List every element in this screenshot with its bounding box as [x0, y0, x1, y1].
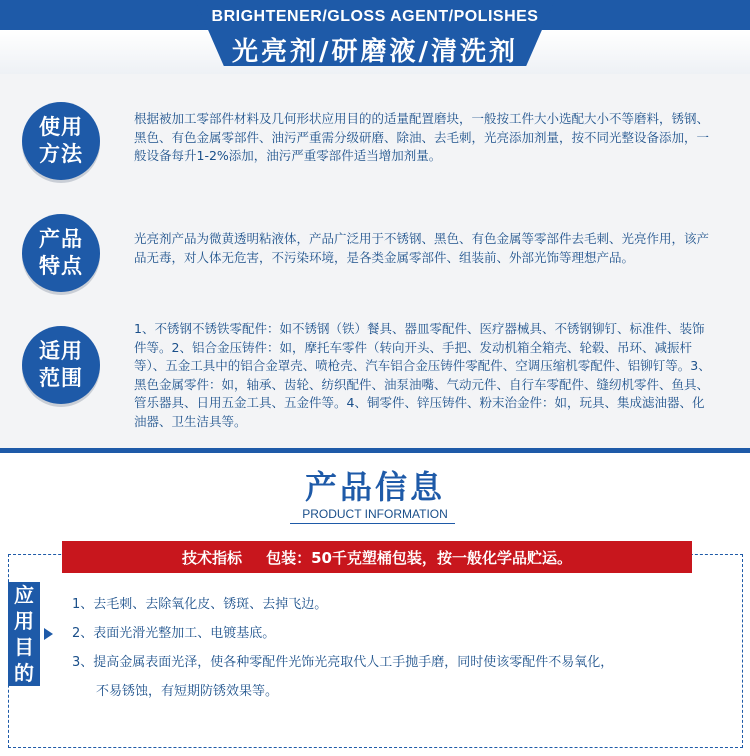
features-text: 光亮剂产品为微黄透明粘液体，产品广泛用于不锈钢、黑色、有色金属等零部件去毛刺、光亮作用，该产品无毒，对人体无危害，不污染环境，是各类金属零部件、组装前、外部光饰等理想产品。 — [134, 231, 710, 265]
purpose-tab — [8, 582, 40, 686]
list-item: 3、提高金属表面光泽，使各种零配件光饰光亮取代人工手抛手磨，同时使该零配件不易氧化， — [72, 655, 614, 670]
purpose-tab-char: 应 — [14, 583, 34, 607]
purpose-tab-char: 的 — [14, 661, 34, 685]
scope-badge — [22, 326, 100, 404]
features-badge — [22, 214, 100, 292]
usage-text: 根据被加工零部件材料及几何形状应用目的的适量配置磨块，一般按工件大小选配大小不等磨料，锈钢、黑色、有色金属零部件、油污严重需分级研磨、除油、去毛刺，光亮添加剂量，按不同光整设备添加，一般设备每升1-2%添加，油污严重零部件适当增加剂量。 — [134, 111, 710, 163]
product-info-subtitle: PRODUCT INFORMATION — [302, 507, 448, 521]
list-item: 2、表面光滑光整加工、电镀基底。 — [72, 626, 276, 641]
header-banner — [0, 0, 750, 74]
purpose-tab-char: 目 — [14, 635, 34, 659]
features-badge-line1: 产品 — [39, 227, 83, 251]
list-item: 不易锈蚀，有短期防锈效果等。 — [96, 684, 279, 699]
section-divider — [0, 448, 750, 453]
scope-badge-line2: 范围 — [39, 366, 83, 390]
list-item: 1、去毛刺、去除氧化皮、锈斑、去掉飞边。 — [72, 597, 328, 612]
arrow-right-icon — [44, 628, 53, 640]
purpose-list — [72, 595, 712, 711]
features-badge-line2: 特点 — [39, 254, 83, 278]
product-info-title: 产品信息 — [304, 468, 445, 506]
spec-bar — [62, 541, 692, 573]
product-info-underline — [290, 523, 455, 524]
banner-title-en: BRIGHTENER/GLOSS AGENT/POLISHES — [211, 8, 539, 25]
info-section — [0, 74, 750, 448]
usage-badge — [22, 102, 100, 180]
purpose-tab-char: 用 — [14, 609, 34, 633]
scope-badge-line1: 适用 — [39, 339, 83, 363]
usage-badge-line1: 使用 — [39, 115, 83, 139]
banner-title-cn: 光亮剂/研磨液/清洗剂 — [232, 37, 518, 67]
usage-badge-line2: 方法 — [39, 142, 83, 166]
scope-text: 1、不锈钢不锈铁零配件：如不锈钢（铁）餐具、器皿零配件、医疗器械具、不锈钢铆钉、标准件、装饰件等。2、铝合金压铸件：如，摩托车零件（转向开头、手把、发动机箱全箱壳、轮毂、吊环、减振杆等）、五金工具中的铝合金罩壳、喷枪壳、汽车铝合金压铸件零配件、空调压缩机零配件、铝铆钉等。3、黑色金属零件：如，轴承、齿轮、纺织配件、油泵油嘴、气动元件、自行车零配件、缝纫机零件、鱼具、管乐器具、日用五金工具、五金件等。4、铜零件、锌压铸件、粉末治金件：如，玩具、集成滤油器、化油器、卫生洁具等。 — [134, 321, 711, 429]
spec-packaging: 包装：50千克塑桶包装，按一般化学品贮运。 — [266, 548, 572, 567]
spec-label: 技术指标 — [182, 548, 243, 567]
